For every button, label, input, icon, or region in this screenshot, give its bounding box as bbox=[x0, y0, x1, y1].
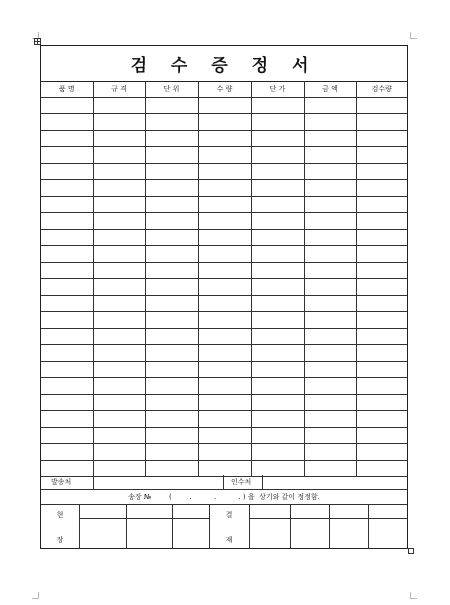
table-cell[interactable] bbox=[356, 444, 407, 461]
table-cell[interactable] bbox=[304, 394, 356, 411]
crop-mark bbox=[410, 38, 417, 39]
table-cell[interactable] bbox=[304, 213, 356, 230]
table-cell[interactable] bbox=[198, 147, 251, 164]
column-header-item-name: 품 명 bbox=[41, 81, 93, 97]
table-cell[interactable] bbox=[304, 114, 356, 131]
table-cell[interactable] bbox=[251, 130, 304, 147]
table-cell[interactable] bbox=[251, 97, 304, 114]
table-cell[interactable] bbox=[41, 97, 93, 114]
table-cell[interactable] bbox=[41, 312, 93, 329]
item-rows bbox=[41, 97, 407, 477]
table-cell[interactable] bbox=[41, 114, 93, 131]
table-cell[interactable] bbox=[145, 279, 198, 296]
table-cell[interactable] bbox=[93, 246, 145, 263]
table-cell[interactable] bbox=[41, 279, 93, 296]
table-cell[interactable] bbox=[145, 196, 198, 213]
table-cell[interactable] bbox=[304, 163, 356, 180]
column-header-amount: 금 액 bbox=[304, 81, 356, 97]
table-cell[interactable] bbox=[93, 444, 145, 461]
table-row bbox=[41, 328, 407, 345]
table-cell[interactable] bbox=[41, 378, 93, 395]
table-cell[interactable] bbox=[304, 312, 356, 329]
table-cell[interactable] bbox=[145, 213, 198, 230]
table-cell[interactable] bbox=[251, 328, 304, 345]
table-cell[interactable] bbox=[356, 262, 407, 279]
table-cell[interactable] bbox=[93, 114, 145, 131]
table-cell[interactable] bbox=[304, 180, 356, 197]
table-row bbox=[41, 394, 407, 411]
table-cell[interactable] bbox=[304, 147, 356, 164]
table-row bbox=[41, 180, 407, 197]
table-cell[interactable] bbox=[198, 427, 251, 444]
table-cell[interactable] bbox=[41, 229, 93, 246]
approval-label-top: 결 bbox=[225, 511, 233, 519]
sender-label: 발송처 bbox=[51, 478, 72, 486]
table-cell[interactable] bbox=[304, 427, 356, 444]
table-cell[interactable] bbox=[198, 295, 251, 312]
table-cell[interactable] bbox=[356, 147, 407, 164]
divider bbox=[223, 475, 224, 489]
table-cell[interactable] bbox=[41, 262, 93, 279]
table-cell[interactable] bbox=[251, 312, 304, 329]
table-cell[interactable] bbox=[145, 378, 198, 395]
table-cell[interactable] bbox=[41, 444, 93, 461]
table-row bbox=[41, 97, 407, 114]
table-cell[interactable] bbox=[356, 130, 407, 147]
table-cell[interactable] bbox=[93, 130, 145, 147]
table-cell[interactable] bbox=[145, 147, 198, 164]
table-cell[interactable] bbox=[198, 262, 251, 279]
table-cell[interactable] bbox=[93, 312, 145, 329]
table-cell[interactable] bbox=[251, 163, 304, 180]
table-cell[interactable] bbox=[304, 279, 356, 296]
table-cell[interactable] bbox=[41, 345, 93, 362]
divider bbox=[79, 505, 80, 549]
table-cell[interactable] bbox=[198, 361, 251, 378]
table-cell[interactable] bbox=[251, 411, 304, 428]
table-row bbox=[41, 163, 407, 180]
table-cell[interactable] bbox=[145, 345, 198, 362]
table-cell[interactable] bbox=[198, 378, 251, 395]
table-cell[interactable] bbox=[93, 180, 145, 197]
table-cell[interactable] bbox=[251, 114, 304, 131]
table-cell[interactable] bbox=[304, 229, 356, 246]
signature-block bbox=[41, 505, 407, 549]
table-cell[interactable] bbox=[251, 361, 304, 378]
table-cell[interactable] bbox=[198, 444, 251, 461]
table-cell[interactable] bbox=[251, 378, 304, 395]
table-cell[interactable] bbox=[93, 345, 145, 362]
divider bbox=[290, 505, 291, 549]
table-cell[interactable] bbox=[356, 196, 407, 213]
table-cell[interactable] bbox=[251, 229, 304, 246]
table-row bbox=[41, 114, 407, 131]
table-row bbox=[41, 147, 407, 164]
table-cell[interactable] bbox=[304, 378, 356, 395]
inspection-form bbox=[40, 45, 408, 549]
table-cell[interactable] bbox=[198, 411, 251, 428]
table-cell[interactable] bbox=[251, 246, 304, 263]
table-header-row bbox=[41, 81, 407, 97]
table-cell[interactable] bbox=[356, 411, 407, 428]
table-cell[interactable] bbox=[93, 378, 145, 395]
table-cell[interactable] bbox=[93, 394, 145, 411]
table-cell[interactable] bbox=[356, 345, 407, 362]
table-cell[interactable] bbox=[198, 394, 251, 411]
table-cell[interactable] bbox=[198, 163, 251, 180]
table-cell[interactable] bbox=[251, 444, 304, 461]
table-cell[interactable] bbox=[145, 130, 198, 147]
table-cell[interactable] bbox=[198, 114, 251, 131]
table-cell[interactable] bbox=[304, 411, 356, 428]
table-cell[interactable] bbox=[304, 345, 356, 362]
table-cell[interactable] bbox=[356, 97, 407, 114]
table-cell[interactable] bbox=[93, 328, 145, 345]
table-cell[interactable] bbox=[251, 196, 304, 213]
table-cell[interactable] bbox=[198, 97, 251, 114]
table-cell[interactable] bbox=[198, 229, 251, 246]
table-cell[interactable] bbox=[304, 246, 356, 263]
divider bbox=[249, 505, 250, 549]
table-cell[interactable] bbox=[198, 130, 251, 147]
table-row bbox=[41, 427, 407, 444]
table-cell[interactable] bbox=[251, 295, 304, 312]
items-table bbox=[41, 81, 407, 477]
table-cell[interactable] bbox=[145, 394, 198, 411]
table-cell[interactable] bbox=[93, 213, 145, 230]
table-cell[interactable] bbox=[41, 411, 93, 428]
column-header-inspected-qty: 검수량 bbox=[356, 81, 407, 97]
receiver-label: 인수처 bbox=[231, 478, 252, 486]
table-cell[interactable] bbox=[251, 279, 304, 296]
table-cell[interactable] bbox=[304, 328, 356, 345]
table-cell[interactable] bbox=[93, 361, 145, 378]
table-move-handle-icon[interactable] bbox=[34, 38, 41, 45]
divider bbox=[209, 505, 210, 549]
table-cell[interactable] bbox=[93, 279, 145, 296]
table-row bbox=[41, 196, 407, 213]
table-cell[interactable] bbox=[198, 213, 251, 230]
table-cell[interactable] bbox=[304, 97, 356, 114]
table-resize-handle-icon[interactable] bbox=[408, 548, 414, 554]
table-cell[interactable] bbox=[251, 147, 304, 164]
column-header-unit-price: 단 가 bbox=[251, 81, 304, 97]
table-cell[interactable] bbox=[198, 180, 251, 197]
table-cell[interactable] bbox=[304, 196, 356, 213]
table-row bbox=[41, 279, 407, 296]
divider bbox=[79, 518, 209, 519]
table-cell[interactable] bbox=[41, 328, 93, 345]
table-cell[interactable] bbox=[145, 163, 198, 180]
table-cell[interactable] bbox=[251, 345, 304, 362]
table-cell[interactable] bbox=[356, 114, 407, 131]
table-cell[interactable] bbox=[145, 229, 198, 246]
table-cell[interactable] bbox=[41, 394, 93, 411]
table-cell[interactable] bbox=[304, 361, 356, 378]
table-cell[interactable] bbox=[41, 295, 93, 312]
table-cell[interactable] bbox=[198, 312, 251, 329]
table-row bbox=[41, 378, 407, 395]
table-cell[interactable] bbox=[41, 196, 93, 213]
table-row bbox=[41, 361, 407, 378]
table-cell[interactable] bbox=[356, 246, 407, 263]
crop-mark bbox=[32, 598, 39, 599]
table-cell[interactable] bbox=[198, 328, 251, 345]
table-cell[interactable] bbox=[145, 427, 198, 444]
table-cell[interactable] bbox=[356, 295, 407, 312]
table-cell[interactable] bbox=[251, 427, 304, 444]
table-cell[interactable] bbox=[304, 444, 356, 461]
table-cell[interactable] bbox=[145, 411, 198, 428]
divider bbox=[249, 518, 407, 519]
table-cell[interactable] bbox=[93, 196, 145, 213]
table-cell[interactable] bbox=[145, 114, 198, 131]
table-cell[interactable] bbox=[198, 279, 251, 296]
crop-mark bbox=[410, 598, 417, 599]
table-cell[interactable] bbox=[251, 213, 304, 230]
table-row bbox=[41, 312, 407, 329]
table-row bbox=[41, 229, 407, 246]
table-cell[interactable] bbox=[145, 97, 198, 114]
table-cell[interactable] bbox=[356, 394, 407, 411]
table-row bbox=[41, 444, 407, 461]
table-cell[interactable] bbox=[93, 229, 145, 246]
table-cell[interactable] bbox=[41, 361, 93, 378]
divider bbox=[172, 505, 173, 549]
sender-row bbox=[41, 475, 407, 490]
column-header-spec: 규 격 bbox=[93, 81, 145, 97]
table-cell[interactable] bbox=[41, 163, 93, 180]
table-cell[interactable] bbox=[356, 180, 407, 197]
table-cell[interactable] bbox=[41, 427, 93, 444]
table-cell[interactable] bbox=[251, 180, 304, 197]
table-cell[interactable] bbox=[145, 180, 198, 197]
table-row bbox=[41, 130, 407, 147]
table-cell[interactable] bbox=[93, 295, 145, 312]
table-cell[interactable] bbox=[145, 444, 198, 461]
table-cell[interactable] bbox=[41, 147, 93, 164]
divider bbox=[368, 505, 369, 549]
table-cell[interactable] bbox=[93, 262, 145, 279]
table-cell[interactable] bbox=[145, 312, 198, 329]
table-cell[interactable] bbox=[145, 328, 198, 345]
divider bbox=[126, 505, 127, 549]
table-cell[interactable] bbox=[356, 378, 407, 395]
table-cell[interactable] bbox=[356, 328, 407, 345]
table-cell[interactable] bbox=[145, 295, 198, 312]
table-cell[interactable] bbox=[251, 394, 304, 411]
column-header-unit: 단 위 bbox=[145, 81, 198, 97]
table-cell[interactable] bbox=[356, 213, 407, 230]
table-cell[interactable] bbox=[356, 361, 407, 378]
table-cell[interactable] bbox=[93, 97, 145, 114]
table-cell[interactable] bbox=[93, 427, 145, 444]
table-row bbox=[41, 345, 407, 362]
table-cell[interactable] bbox=[251, 262, 304, 279]
divider bbox=[93, 475, 94, 489]
table-cell[interactable] bbox=[304, 295, 356, 312]
divider bbox=[262, 475, 263, 489]
table-row bbox=[41, 411, 407, 428]
table-cell[interactable] bbox=[198, 345, 251, 362]
table-cell[interactable] bbox=[145, 262, 198, 279]
site-label-top: 현 bbox=[56, 511, 64, 519]
table-cell[interactable] bbox=[304, 130, 356, 147]
table-row bbox=[41, 262, 407, 279]
table-cell[interactable] bbox=[41, 130, 93, 147]
table-row bbox=[41, 213, 407, 230]
table-cell[interactable] bbox=[198, 246, 251, 263]
table-cell[interactable] bbox=[356, 427, 407, 444]
table-cell[interactable] bbox=[41, 213, 93, 230]
divider bbox=[329, 505, 330, 549]
site-label-bottom: 장 bbox=[56, 536, 64, 544]
table-row bbox=[41, 246, 407, 263]
table-cell[interactable] bbox=[356, 229, 407, 246]
table-cell[interactable] bbox=[41, 180, 93, 197]
table-cell[interactable] bbox=[356, 279, 407, 296]
document-title: 검 수 증 정 서 bbox=[41, 46, 407, 82]
confirmation-statement: 송장 № ( . . . ) 을 상기와 같이 정정함. bbox=[41, 490, 407, 505]
table-cell[interactable] bbox=[93, 147, 145, 164]
table-cell[interactable] bbox=[145, 361, 198, 378]
table-cell[interactable] bbox=[198, 196, 251, 213]
table-cell[interactable] bbox=[41, 246, 93, 263]
table-cell[interactable] bbox=[93, 163, 145, 180]
table-row bbox=[41, 295, 407, 312]
table-cell[interactable] bbox=[356, 312, 407, 329]
table-cell[interactable] bbox=[93, 411, 145, 428]
table-cell[interactable] bbox=[356, 163, 407, 180]
column-header-quantity: 수 량 bbox=[198, 81, 251, 97]
table-cell[interactable] bbox=[304, 262, 356, 279]
approval-label-bottom: 재 bbox=[225, 536, 233, 544]
table-cell[interactable] bbox=[145, 246, 198, 263]
